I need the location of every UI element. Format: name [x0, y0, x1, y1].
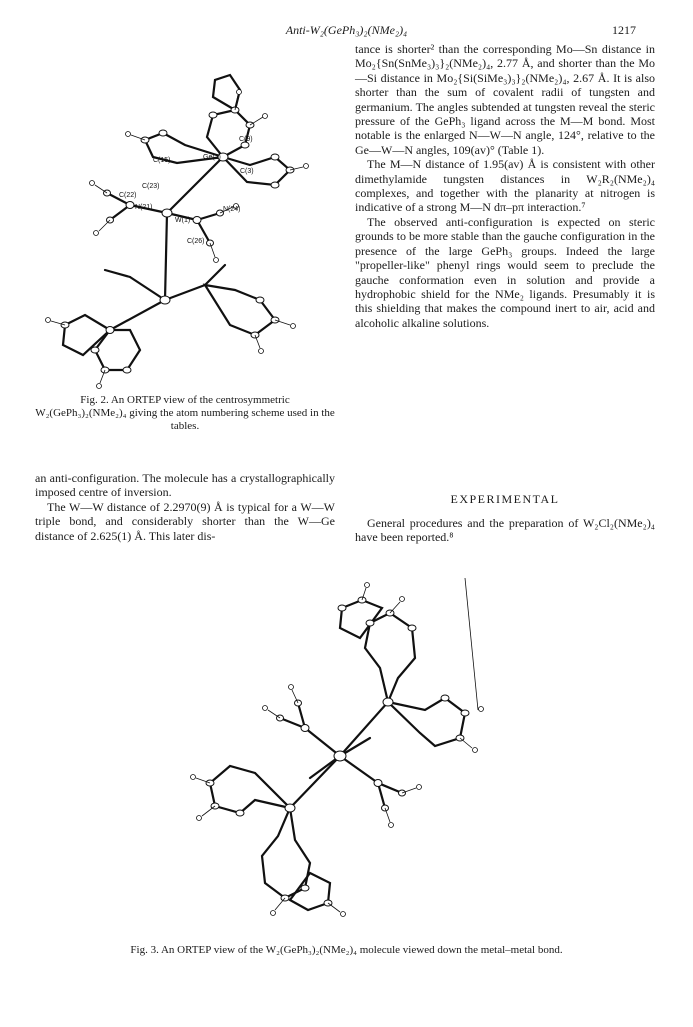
- right-paragraph-3: The observed anti-configuration is expected on steric grounds to be more stable than the gauche configuration in the presence of the large GePh₃ groups. Indeed the large "propeller-like" phenyl rings would seem to preclude the gauche conformation even in solution and provide a hydrophobic shield for the NMe₂ ligands. Presumably it is this shielding that makes the compound inert to air, acid and alcoholic alkaline solutions.: [355, 214, 655, 330]
- running-title: Anti-W₂(GePh₃)₂(NMe₂)₄: [285, 23, 408, 37]
- atom-label-w1: W(1): [175, 217, 191, 224]
- figure-3-ortep-drawing: [130, 578, 560, 933]
- atom-label-c23: C(23): [142, 183, 160, 190]
- right-paragraph-1: tance is shorter² than the corresponding Mo—Sn distance in Mo₂{Sn(SnMe₃)₃}₂(NMe₂)₄, 2.77 Å, and shorter than the Mo—Si distance in Mo₂{Si(SiMe₃)₃}₂(NMe₂)₄, 2.67 Å. It is also shorter than the sum of covalent radii of tungsten and germanium. The angles subtended at tungsten reveal the steric pressure of the GePh₃ ligand across the M—M bond. Most notable is the enlarged N—W—N angle, 124°, relative to the Ge—W—N angles, 109(av)° (Table 1).: [355, 42, 655, 157]
- experimental-text: [355, 516, 655, 545]
- figure-2-ortep-drawing: [35, 45, 335, 390]
- atom-label-ge2: Ge(2): [203, 154, 221, 161]
- experimental-heading: EXPERIMENTAL: [450, 492, 560, 506]
- page-number: 1217: [612, 23, 636, 37]
- atom-label-c9: C(9): [239, 136, 253, 143]
- right-paragraph-4: General procedures and the preparation of W₂Cl₂(NMe₂)₄ have been reported.⁸: [355, 516, 655, 545]
- figure-2-caption: Fig. 2. An ORTEP view of the centrosymmetric W₂(GePh₃)₂(NMe₂)₄ giving the atom numbering scheme used in the tables.: [35, 394, 335, 432]
- right-paragraph-2: The M—N distance of 1.95(av) Å is consistent with other dimethylamide tungsten distances in W₂R₂(NMe₂)₄ complexes, and together with the planarity at nitrogen is indicative of a strong M—N dπ–pπ interaction.⁷: [355, 157, 655, 215]
- atom-label-c15: C(15): [153, 157, 171, 164]
- atom-label-c26: C(26): [187, 238, 205, 245]
- atom-label-n24: N(24): [223, 206, 241, 213]
- atom-label-c3: C(3): [240, 168, 254, 175]
- atom-label-n21: N(21): [135, 204, 153, 211]
- left-paragraph-2: The W—W distance of 2.2970(9) Å is typical for a W—W triple bond, and considerably shorter than the W—Ge distance of 2.625(1) Å. This later dis-: [35, 499, 335, 543]
- right-column-text: [355, 42, 655, 330]
- left-column-text: [35, 471, 335, 543]
- atom-label-c22: C(22): [119, 192, 137, 199]
- left-paragraph-1: an anti-configuration. The molecule has a crystallographically imposed centre of inversion.: [35, 471, 335, 500]
- figure-3-caption: Fig. 3. An ORTEP view of the W₂(GePh₃)₂(NMe₂)₄ molecule viewed down the metal–metal bond.: [130, 944, 563, 956]
